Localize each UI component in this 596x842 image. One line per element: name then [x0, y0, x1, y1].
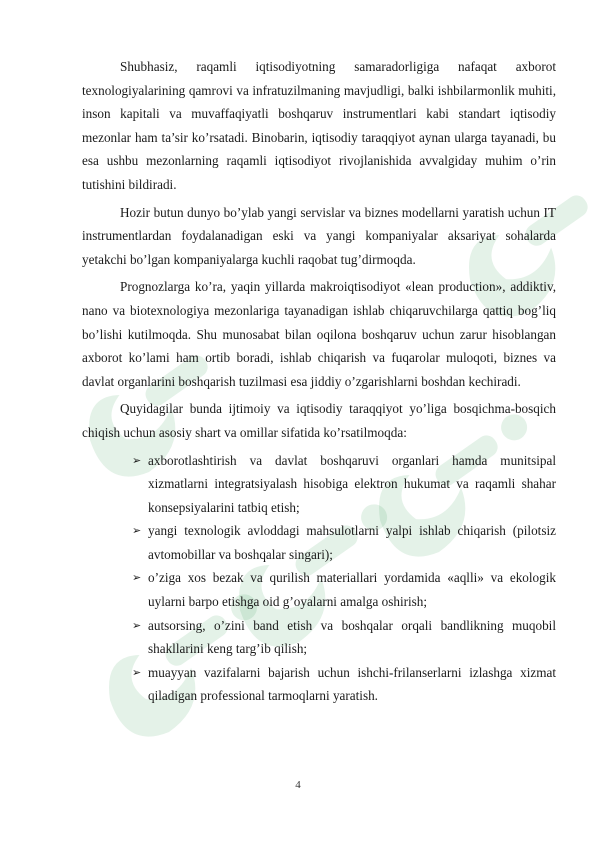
list-item-text: axborotlashtirish va davlat boshqaruvi organlari hamda munitsipal xizmatlarni integratsiyalash hisobiga elektron hukumat va raqamli shahar konsepsiyalarini tatbiq etish; [148, 452, 556, 515]
list-item-text: muayyan vazifalarni bajarish uchun ishchi-frilanserlarni izlashga xizmat qiladigan professional tarmoqlarni yaratish. [148, 664, 556, 704]
list-item [82, 449, 556, 520]
arrow-bullet-icon: ➢ [132, 665, 142, 679]
arrow-bullet-icon: ➢ [132, 571, 142, 585]
list-item-text: autsorsing, o’zini band etish va boshqalar orqali bandlikning muqobil shakllarini keng targ’ib qilish; [148, 617, 556, 657]
list-item [82, 566, 556, 613]
list-item [82, 614, 556, 661]
page-number: 4 [295, 779, 301, 791]
arrow-bullet-icon: ➢ [132, 453, 142, 467]
list-item [82, 519, 556, 566]
list-item [82, 661, 556, 708]
paragraph: Quyidagilar bunda ijtimoiy va iqtisodiy taraqqiyot yo’liga bosqichma-bosqich chiqish uchun asosiy shart va omillar sifatida ko’rsatilmoqda: [82, 401, 556, 440]
paragraph: Shubhasiz, raqamli iqtisodiyotning samaradorligiga nafaqat axborot texnologiyalarining qamrovi va infratuzilmaning mavjudligi, balki ishbilarmonlik muhiti, inson kapitali va muvaffaqiyatli boshqaruv instrumentlari kabi standart iqtisodiy mezonlar ham ta’sir ko’rsatadi. Binobarin, iqtisodiy taraqqiyot aynan ularga tayanadi, bu esa ushbu mezonlarning raqamli iqtisodiyot rivojlanishida avvalgiday muhim o’rin tutishini bildiradi. [82, 59, 556, 192]
paragraph: Hozir butun dunyo bo’ylab yangi servislar va biznes modellarni yaratish uchun IT instrumentlardan foydalanadigan eski va yangi kompaniyalar aksariyat sohalarda yetakchi bo’lgan kompaniyalarga kuchli raqobat tug’dirmoqda. [82, 204, 556, 267]
arrow-bullet-icon: ➢ [132, 618, 142, 632]
list-item-text: yangi texnologik avloddagi mahsulotlarni yalpi ishlab chiqarish (pilotsiz avtomobillar va boshqalar singari); [148, 523, 556, 562]
paragraph: Prognozlarga ko’ra, yaqin yillarda makroiqtisodiyot «lean production», addiktiv, nano va biotexnologiya mezonlariga tayanadigan ishlab chiqaruvchilarga qattiq bog’liq bo’lishi kutilmoqda. Shu munosabat bilan oqilona boshqaruv uchun zarur hisoblangan axborot ko’lami ham ortib boradi, ishlab chiqarish va fuqarolar muloqoti, biznes va davlat organlarini boshqarish tuzilmasi esa jiddiy o’zgarishlarni boshdan kechiradi. [82, 279, 556, 389]
document-body [82, 55, 556, 708]
arrow-bullet-icon: ➢ [132, 524, 142, 538]
bullet-list [82, 449, 556, 709]
list-item-text: o’ziga xos bezak va qurilish materiallari yordamida «aqlli» va ekologik uylarni barpo etishga oid g’oyalarni amalga oshirish; [148, 570, 556, 610]
